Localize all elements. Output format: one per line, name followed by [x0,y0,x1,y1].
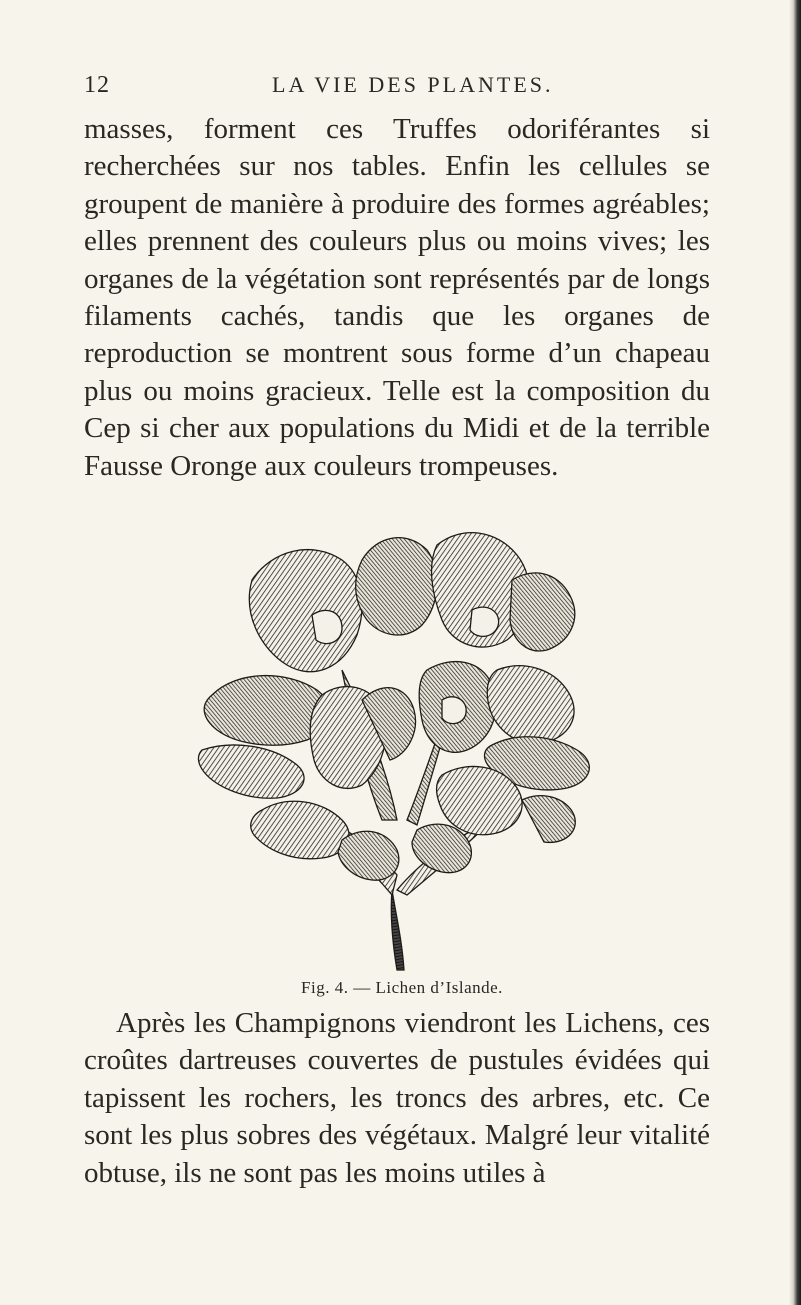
lichen-illustration [192,520,612,972]
figure-lichen [192,520,612,997]
page-edge [789,0,801,1305]
page-number: 12 [84,72,110,98]
paragraph-lichens: Après les Champignons viendront les Lichens, ces croûtes dartreuses couvertes de pustules évidées qui tapissent les rochers, les troncs des arbres, etc. Ce sont les plus sobres des végétaux. Malgré leur vitalité obtuse, ils ne sont pas les moins utiles à [84,1007,710,1189]
page-header [84,72,724,112]
figure-caption: Fig. 4. — Lichen d’Islande. [301,978,503,997]
running-title: LA VIE DES PLANTES. [272,72,554,97]
paragraph-truffles: masses, forment ces Truffes odoriférantes si recherchées sur nos tables. Enfin les cellules se groupent de manière à produire des formes agréables; elles prennent des couleurs plus ou moins vives; les organes de la végétation sont représentés par de longs filaments cachés, tandis que les organes de reproduction se montrent sous forme d’un chapeau plus ou moins gracieux. Telle est la composition du Cep si cher aux populations du Midi et de la terrible Fausse Oronge aux couleurs trompeuses. [84,113,710,482]
